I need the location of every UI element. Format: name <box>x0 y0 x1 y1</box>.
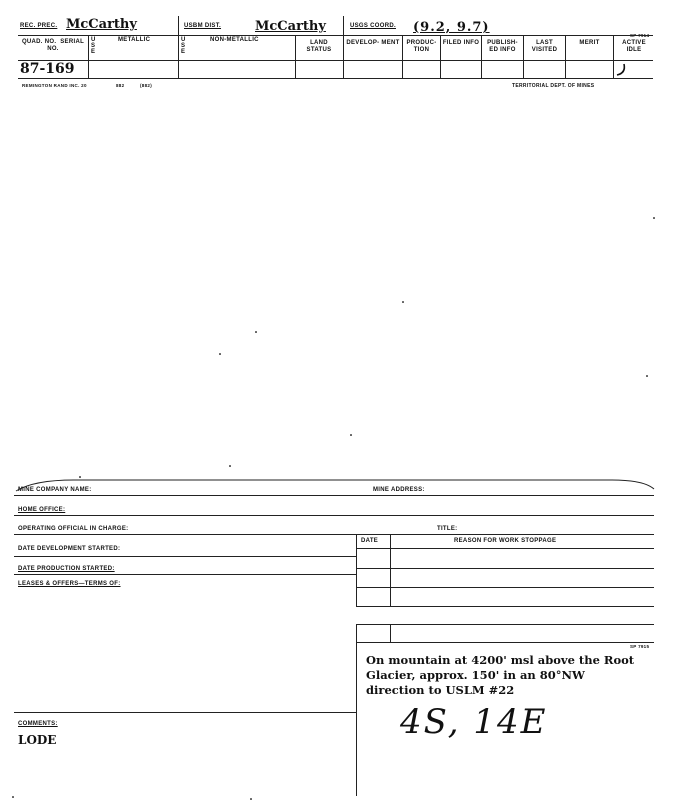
territorial-dept: TERRITORIAL DEPT. OF MINES <box>512 83 595 89</box>
idle-mark-icon <box>612 63 630 79</box>
operating-official-label: OPERATING OFFICIAL IN CHARGE: <box>18 526 129 532</box>
header-use-2: U S E <box>181 37 186 55</box>
location-line-2: Glacier, approx. 150' in an 80°NW <box>366 668 585 682</box>
header-filed-info: FILED INFO <box>442 40 480 46</box>
leases-offers-label: LEASES & OFFERS—TERMS OF: <box>18 581 121 587</box>
header-published-info: PUBLISH- ED INFO <box>487 40 518 53</box>
location-line-3: direction to USLM #22 <box>366 683 515 697</box>
rec-prec-label: REC. PREC. <box>20 23 58 29</box>
header-non-metallic: NON-METALLIC <box>210 37 259 43</box>
comments-label: COMMENTS: <box>18 721 58 727</box>
printer-code-1: 882 <box>116 83 125 88</box>
comments-value: LODE <box>18 733 57 747</box>
quad-serial-value: 87-169 <box>20 61 75 77</box>
card-edge <box>14 474 659 494</box>
printer-note: REMINGTON RAND INC. 20 <box>22 83 87 88</box>
header-quad-no: QUAD. NO. <box>21 39 57 45</box>
header-use-1: U S E <box>91 37 96 55</box>
header-last-visited: LAST VISITED <box>531 40 558 53</box>
reason-column-header: REASON FOR WORK STOPPAGE <box>454 538 557 544</box>
header-quad-serial <box>20 39 86 52</box>
title-label: TITLE: <box>437 526 458 532</box>
location-line-1: On mountain at 4200' msl above the Root <box>366 653 635 667</box>
form-number: SP 7914 <box>630 33 650 38</box>
header-metallic: METALLIC <box>118 37 151 43</box>
date-column-header: DATE <box>361 538 379 544</box>
usbm-dist-label: USBM DIST. <box>184 23 222 29</box>
header-serial-no: SERIAL NO. <box>47 39 85 52</box>
date-development-started-label: DATE DEVELOPMENT STARTED: <box>18 546 121 552</box>
form-number-2: SP 7915 <box>630 644 650 649</box>
usbm-dist-value: McCarthy <box>255 19 326 34</box>
header-merit: MERIT <box>579 40 600 46</box>
handwritten-township-range: 4S, 14E <box>400 702 548 742</box>
mine-address-label: MINE ADDRESS: <box>373 487 425 493</box>
header-land-status: LAND STATUS <box>306 40 332 53</box>
location-description <box>366 653 634 698</box>
usgs-coord-value: (9.2, 9.7) <box>413 20 490 35</box>
header-production: PRODUC- TION <box>406 40 437 53</box>
home-office-label: HOME OFFICE: <box>18 507 66 513</box>
rec-prec-value: McCarthy <box>66 17 137 32</box>
mine-company-name-label: MINE COMPANY NAME: <box>18 487 92 493</box>
date-production-started-label: DATE PRODUCTION STARTED: <box>18 566 115 572</box>
usgs-coord-label: USGS COORD. <box>350 23 396 29</box>
printer-code-2: (882) <box>140 83 153 88</box>
header-active-idle: ACTIVE IDLE <box>622 40 646 53</box>
header-development: DEVELOP- MENT <box>346 40 400 46</box>
